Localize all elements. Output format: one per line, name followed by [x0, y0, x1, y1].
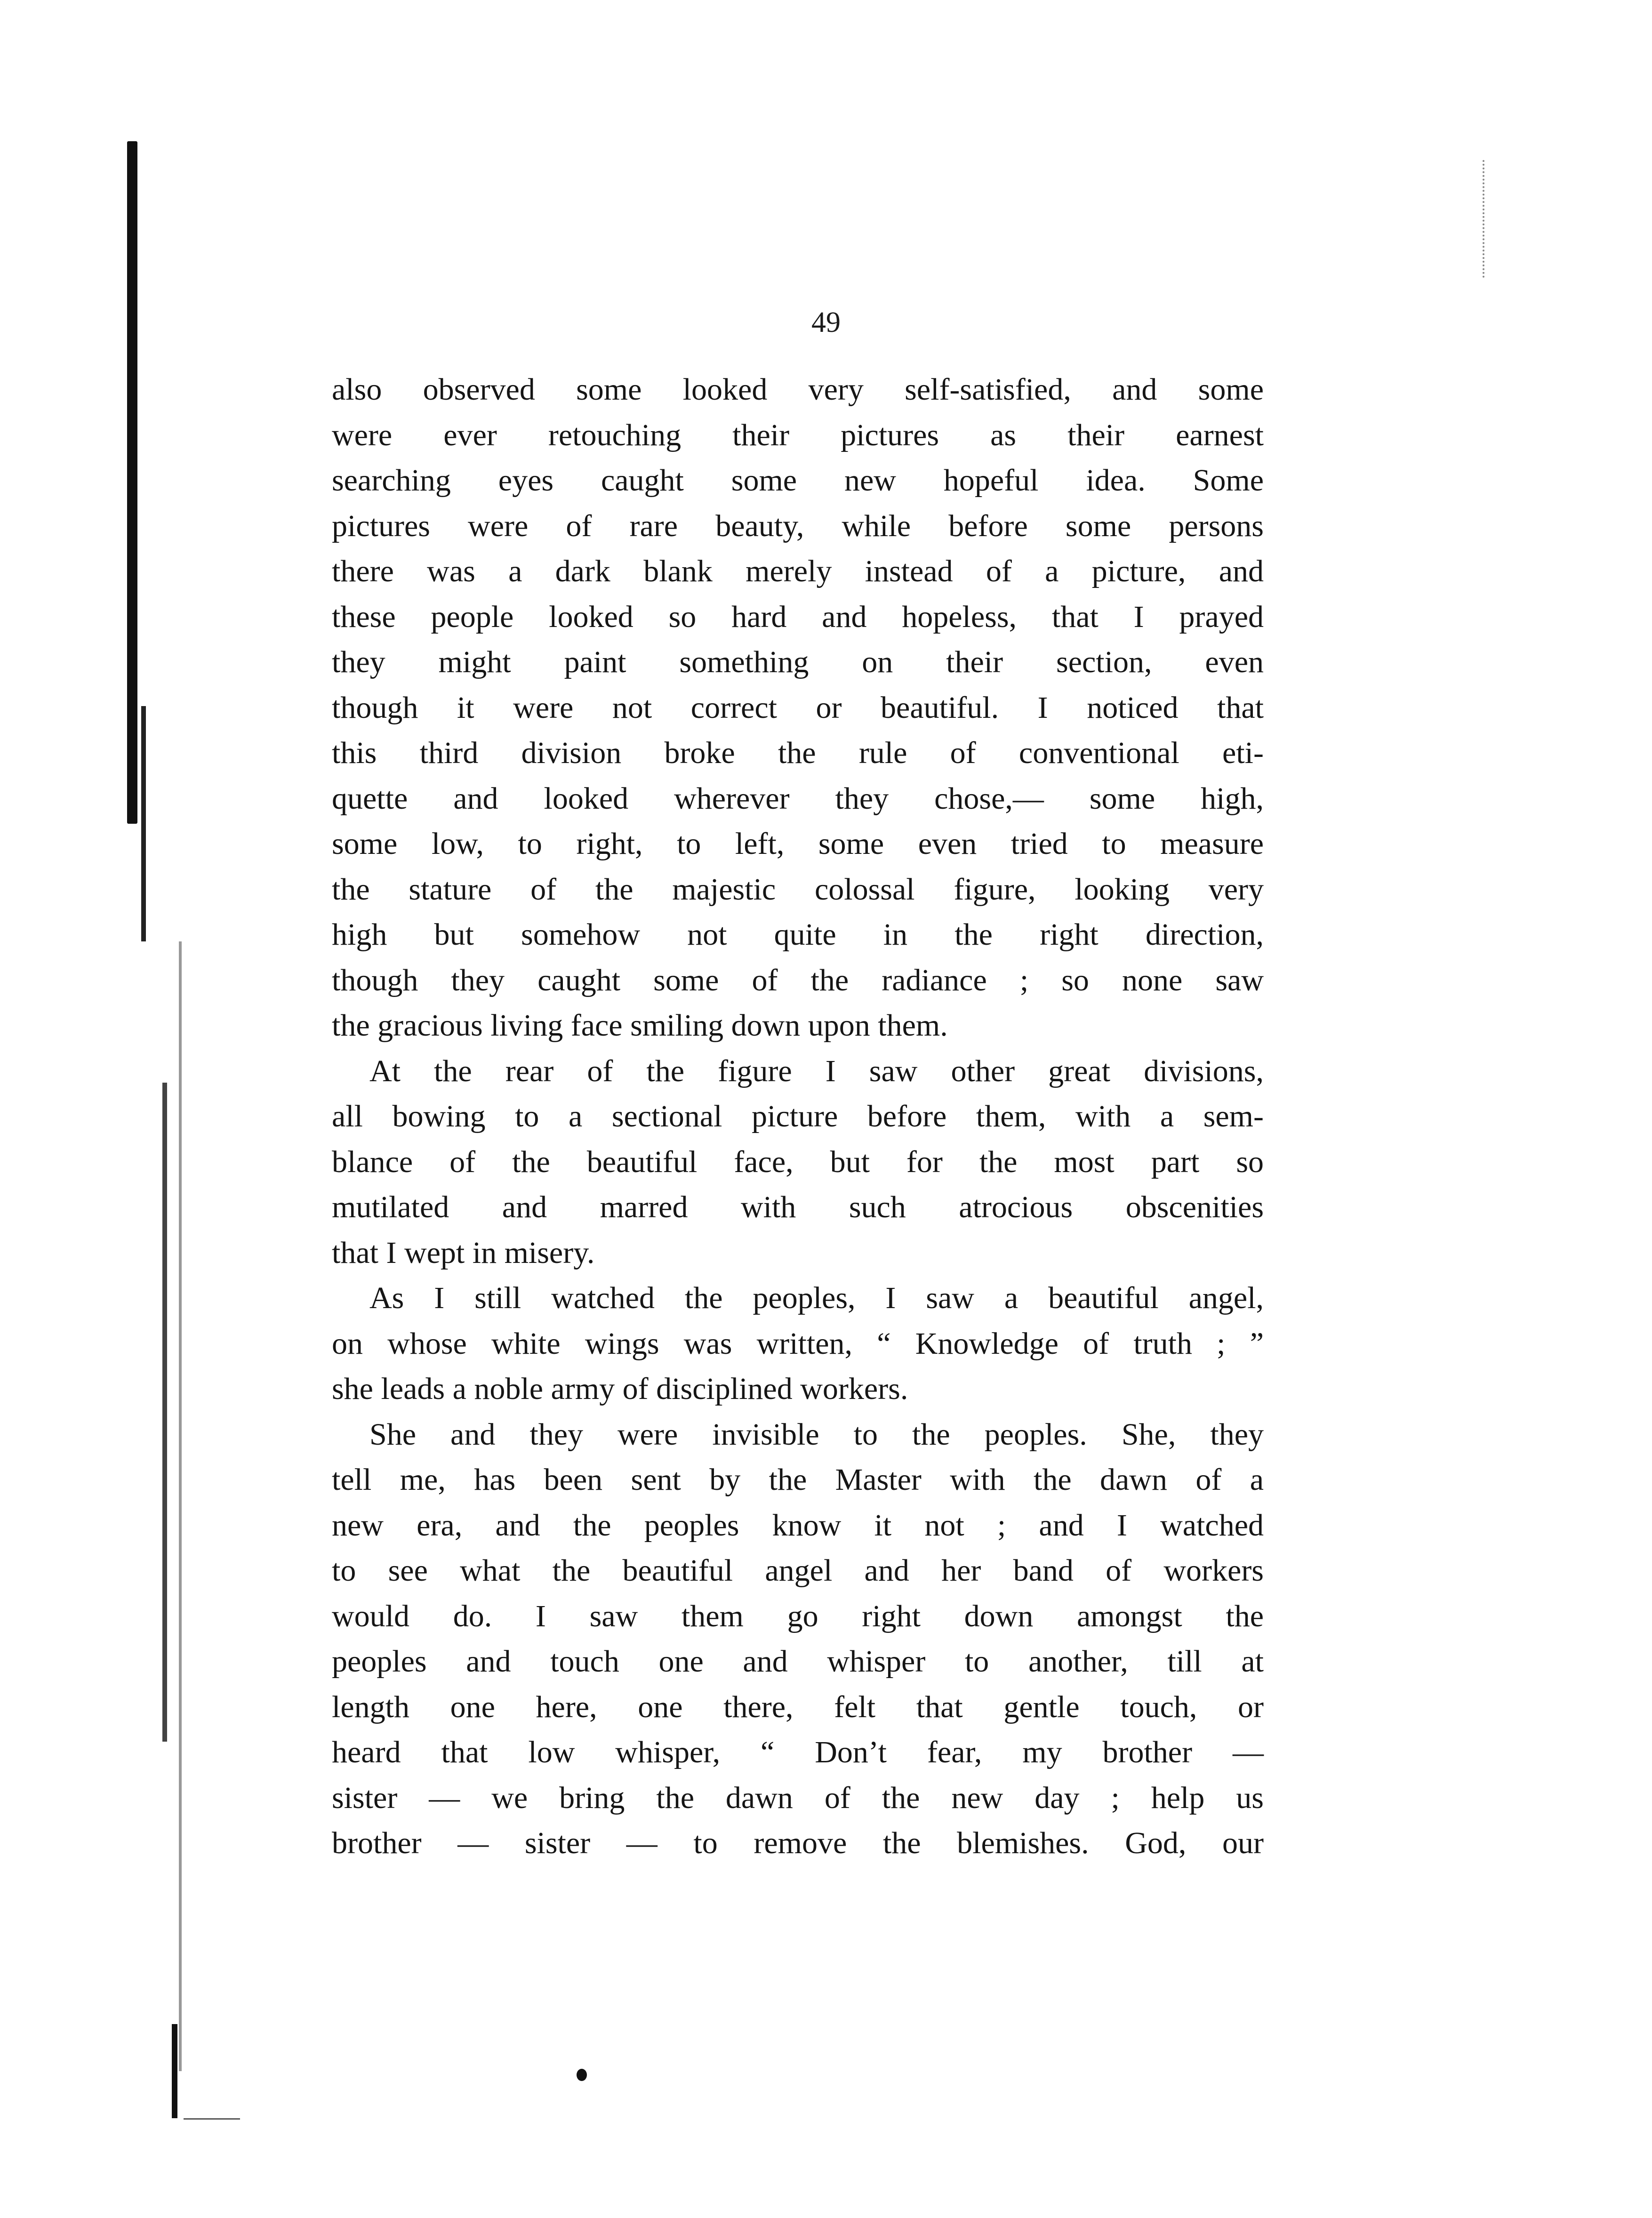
text-line: these people looked so hard and hopeless, that I prayed — [332, 599, 1264, 634]
text-line: blance of the beautiful face, but for the most part so — [332, 1144, 1264, 1179]
binding-edge-shadow — [141, 706, 146, 941]
text-line: At the rear of the figure I saw other great divisions, — [369, 1053, 1264, 1088]
text-line: peoples and touch one and whisper to another, till at — [332, 1644, 1264, 1679]
text-line: this third division broke the rule of conventional eti- — [332, 736, 1264, 770]
text-line: length one here, one there, felt that gentle touch, or — [332, 1689, 1264, 1724]
page-number: 49 — [811, 306, 841, 338]
text-line: there was a dark blank merely instead of a picture, and — [332, 554, 1264, 588]
text-line: were ever retouching their pictures as their earnest — [332, 418, 1264, 452]
text-line: the stature of the majestic colossal figure, looking very — [332, 872, 1264, 907]
text-line: she leads a noble army of disciplined workers. — [332, 1372, 908, 1406]
text-line: pictures were of rare beauty, while before some persons — [332, 508, 1264, 543]
binding-edge-shadow — [179, 941, 182, 2071]
text-line: As I still watched the peoples, I saw a beautiful angel, — [369, 1281, 1264, 1315]
body-text — [332, 367, 1264, 1866]
text-line: would do. I saw them go right down amongst the — [332, 1599, 1264, 1633]
binding-edge-shadow — [172, 2024, 177, 2118]
text-line: also observed some looked very self-satisfied, and some — [332, 372, 1264, 407]
text-line: though they caught some of the radiance ; so none saw — [332, 963, 1264, 997]
text-line: She and they were invisible to the peoples. She, they — [369, 1417, 1264, 1452]
scan-artifact-dots — [1483, 160, 1486, 278]
text-line: searching eyes caught some new hopeful idea. Some — [332, 463, 1264, 498]
text-line: all bowing to a sectional picture before them, with a sem- — [332, 1099, 1264, 1133]
binding-edge-shadow — [162, 1083, 167, 1742]
text-line: sister — we bring the dawn of the new day ; help us — [332, 1780, 1264, 1815]
text-line: though it were not correct or beautiful. I noticed that — [332, 690, 1264, 725]
text-line: that I wept in misery. — [332, 1235, 595, 1270]
text-line: to see what the beautiful angel and her band of workers — [332, 1553, 1264, 1588]
text-line: heard that low whisper, “ Don’t fear, my brother — — [332, 1735, 1264, 1769]
paragraph — [332, 1276, 1264, 1412]
text-line: some low, to right, to left, some even tried to measure — [332, 827, 1264, 861]
paragraph — [332, 1049, 1264, 1276]
text-line: high but somehow not quite in the right direction, — [332, 917, 1264, 952]
scan-artifact-rule — [184, 2118, 240, 2120]
paragraph — [332, 367, 1264, 1049]
text-line: on whose white wings was written, “ Knowledge of truth ; ” — [332, 1326, 1264, 1361]
text-line: tell me, has been sent by the Master with the dawn of a — [332, 1463, 1264, 1497]
paragraph — [332, 1412, 1264, 1866]
text-line: they might paint something on their section, even — [332, 645, 1264, 679]
text-line: new era, and the peoples know it not ; and I watched — [332, 1508, 1264, 1543]
text-line: the gracious living face smiling down upon them. — [332, 1008, 948, 1043]
ink-blot — [577, 2069, 587, 2081]
text-line: brother — sister — to remove the blemishes. God, our — [332, 1826, 1264, 1860]
text-line: quette and looked wherever they chose,— some high, — [332, 781, 1264, 816]
text-line: mutilated and marred with such atrocious obscenities — [332, 1190, 1264, 1224]
binding-edge-shadow — [127, 141, 137, 824]
